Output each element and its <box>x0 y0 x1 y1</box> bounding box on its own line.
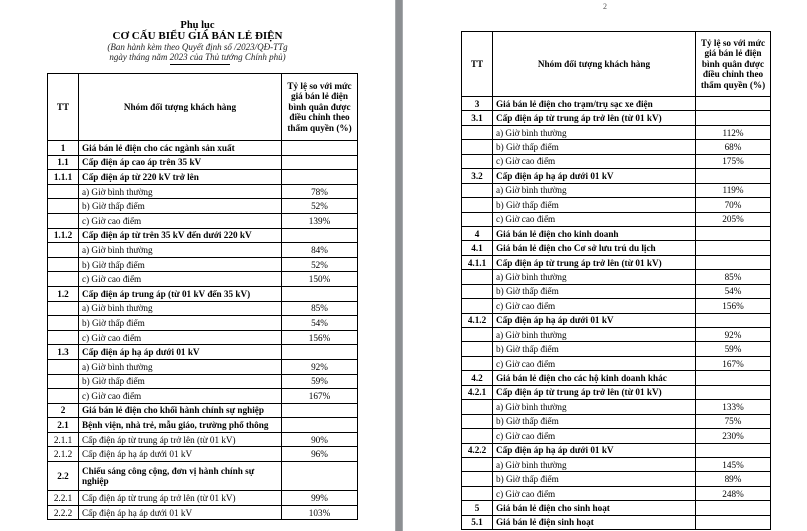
table-row <box>462 198 771 212</box>
row-tt: 4 <box>462 226 493 240</box>
row-tt: 4.1 <box>462 241 493 255</box>
row-ratio-value <box>282 286 358 301</box>
row-ratio-value: 68% <box>696 140 771 154</box>
row-customer-group: Cấp điện áp từ trung áp trở lên (từ 01 kV) <box>493 255 696 269</box>
row-tt: 4.2.1 <box>462 385 493 399</box>
row-customer-group: a) Giờ bình thường <box>493 183 696 197</box>
table-row <box>462 443 771 457</box>
row-tt: 3 <box>462 97 493 111</box>
table-row <box>462 140 771 154</box>
row-ratio-value: 92% <box>282 359 358 374</box>
row-tt <box>462 183 493 197</box>
table-row <box>462 313 771 327</box>
row-customer-group: Cấp điện áp hạ áp dưới 01 kV <box>79 447 282 462</box>
row-ratio-value: 75% <box>696 414 771 428</box>
row-tt <box>48 184 79 199</box>
table-row <box>462 457 771 471</box>
row-ratio-value <box>696 255 771 269</box>
table-row <box>462 111 771 125</box>
row-customer-group: Cấp điện áp hạ áp dưới 01 kV <box>79 345 282 360</box>
table-row <box>48 359 358 374</box>
row-ratio-value <box>696 515 771 529</box>
row-customer-group: Bệnh viện, nhà trẻ, mẫu giáo, trường phổ thông <box>79 418 282 433</box>
row-customer-group: Cấp điện áp từ trung áp trở lên (từ 01 kV) <box>493 385 696 399</box>
row-customer-group: c) Giờ cao điểm <box>79 213 282 228</box>
row-customer-group: Giá bán lẻ điện cho Cơ sở lưu trú du lịch <box>493 241 696 255</box>
row-tt <box>462 472 493 486</box>
row-tt <box>462 342 493 356</box>
row-tt: 3.1 <box>462 111 493 125</box>
row-customer-group: b) Giờ thấp điểm <box>493 414 696 428</box>
row-customer-group: c) Giờ cao điểm <box>493 429 696 443</box>
row-customer-group: c) Giờ cao điểm <box>79 389 282 404</box>
row-tt <box>48 199 79 214</box>
row-ratio-value <box>696 385 771 399</box>
row-tt: 2.2 <box>48 462 79 491</box>
table-row <box>48 243 358 258</box>
row-ratio-value: 59% <box>282 374 358 389</box>
row-customer-group: Giá bán lẻ điện cho khối hành chính sự nghiệp <box>79 403 282 418</box>
row-customer-group: Cấp điện áp cao áp trên 35 kV <box>79 155 282 170</box>
header-ratio: Tỷ lệ so với mức giá bán lẻ điện bình quân được điều chỉnh theo thẩm quyền (%) <box>282 74 358 141</box>
row-tt: 1.1.1 <box>48 170 79 185</box>
row-ratio-value: 205% <box>696 212 771 226</box>
table-row <box>48 418 358 433</box>
row-tt <box>48 359 79 374</box>
row-tt: 4.2.2 <box>462 443 493 457</box>
row-tt <box>462 154 493 168</box>
row-tt: 2.2.2 <box>48 505 79 520</box>
table-row <box>462 501 771 515</box>
table-row <box>462 241 771 255</box>
table-row <box>462 356 771 370</box>
row-ratio-value <box>696 226 771 240</box>
row-tt: 1 <box>48 141 79 156</box>
row-ratio-value <box>282 418 358 433</box>
row-customer-group: b) Giờ thấp điểm <box>493 284 696 298</box>
row-customer-group: Cấp điện áp từ 220 kV trở lên <box>79 170 282 185</box>
row-tt <box>462 125 493 139</box>
row-tt <box>462 284 493 298</box>
row-ratio-value: 52% <box>282 199 358 214</box>
row-tt <box>462 270 493 284</box>
row-tt: 1.1.2 <box>48 228 79 243</box>
tariff-table-page-2 <box>461 31 771 530</box>
row-customer-group: Giá bán lẻ điện cho trạm/trụ sạc xe điện <box>493 97 696 111</box>
table-row <box>462 270 771 284</box>
row-customer-group: Cấp điện áp từ trên 35 kV đến dưới 220 kV <box>79 228 282 243</box>
row-tt <box>48 243 79 258</box>
row-tt <box>48 213 79 228</box>
row-customer-group: Chiếu sáng công cộng, đơn vị hành chính sự nghiệp <box>79 462 282 491</box>
row-tt <box>48 374 79 389</box>
table-row <box>462 212 771 226</box>
table-row <box>462 414 771 428</box>
row-tt <box>48 257 79 272</box>
table-row <box>48 272 358 287</box>
tariff-table-page-1 <box>47 73 358 520</box>
row-customer-group: a) Giờ bình thường <box>493 457 696 471</box>
table-row <box>462 255 771 269</box>
row-customer-group: c) Giờ cao điểm <box>493 212 696 226</box>
row-tt <box>462 400 493 414</box>
row-ratio-value: 103% <box>282 505 358 520</box>
row-tt: 4.1.1 <box>462 255 493 269</box>
page-number: 2 <box>603 2 607 11</box>
table-row <box>48 447 358 462</box>
row-tt <box>462 486 493 500</box>
row-tt: 2.1.1 <box>48 432 79 447</box>
row-ratio-value <box>696 97 771 111</box>
table-row <box>48 257 358 272</box>
row-ratio-value: 156% <box>696 299 771 313</box>
row-ratio-value: 70% <box>696 198 771 212</box>
row-customer-group: Cấp điện áp từ trung áp trở lên (từ 01 kV) <box>493 111 696 125</box>
row-customer-group: Giá bán lẻ điện cho sinh hoạt <box>493 501 696 515</box>
row-ratio-value: 167% <box>696 356 771 370</box>
table-row <box>48 213 358 228</box>
row-ratio-value: 90% <box>282 432 358 447</box>
table-row <box>462 371 771 385</box>
header-tt: TT <box>462 32 493 97</box>
row-ratio-value <box>282 345 358 360</box>
row-tt <box>462 328 493 342</box>
table-row <box>48 199 358 214</box>
row-customer-group: c) Giờ cao điểm <box>79 272 282 287</box>
table-row <box>462 169 771 183</box>
row-tt <box>462 429 493 443</box>
row-ratio-value <box>696 313 771 327</box>
row-tt: 2.1 <box>48 418 79 433</box>
row-tt <box>462 212 493 226</box>
row-customer-group: a) Giờ bình thường <box>493 328 696 342</box>
row-ratio-value: 54% <box>696 284 771 298</box>
row-customer-group: b) Giờ thấp điểm <box>493 140 696 154</box>
table-row <box>462 472 771 486</box>
row-customer-group: a) Giờ bình thường <box>79 243 282 258</box>
row-customer-group: c) Giờ cao điểm <box>493 356 696 370</box>
row-customer-group: Giá bán lẻ điện cho các ngành sản xuất <box>79 141 282 156</box>
title-underline <box>170 64 230 65</box>
row-tt: 1.2 <box>48 286 79 301</box>
table-row <box>48 184 358 199</box>
row-tt: 1.1 <box>48 155 79 170</box>
table-row <box>48 432 358 447</box>
row-ratio-value: 133% <box>696 400 771 414</box>
table-row <box>48 330 358 345</box>
row-customer-group: b) Giờ thấp điểm <box>79 199 282 214</box>
row-tt <box>462 356 493 370</box>
row-ratio-value: 139% <box>282 213 358 228</box>
row-ratio-value: 99% <box>282 491 358 506</box>
row-ratio-value <box>696 241 771 255</box>
table-row <box>48 462 358 491</box>
row-ratio-value: 84% <box>282 243 358 258</box>
row-ratio-value: 230% <box>696 429 771 443</box>
table-row <box>462 299 771 313</box>
row-tt <box>462 299 493 313</box>
header-ratio: Tỷ lệ so với mức giá bán lẻ điện bình quân được điều chỉnh theo thẩm quyền (%) <box>696 32 771 97</box>
row-customer-group: a) Giờ bình thường <box>79 301 282 316</box>
row-ratio-value: 150% <box>282 272 358 287</box>
row-ratio-value <box>696 443 771 457</box>
row-customer-group: c) Giờ cao điểm <box>79 330 282 345</box>
row-tt: 5.1 <box>462 515 493 529</box>
table-row <box>462 125 771 139</box>
row-customer-group: c) Giờ cao điểm <box>493 299 696 313</box>
row-customer-group: b) Giờ thấp điểm <box>79 316 282 331</box>
document-subtitle-line1: (Ban hành kèm theo Quyết định số /2023/QĐ-TTg <box>107 42 288 52</box>
row-tt <box>48 330 79 345</box>
row-customer-group: a) Giờ bình thường <box>493 125 696 139</box>
row-tt <box>48 301 79 316</box>
row-ratio-value <box>282 462 358 491</box>
table-row <box>48 345 358 360</box>
row-customer-group: Giá bán lẻ điện cho kinh doanh <box>493 226 696 240</box>
row-customer-group: a) Giờ bình thường <box>79 184 282 199</box>
table-row <box>48 403 358 418</box>
table-row <box>48 141 358 156</box>
row-customer-group: Cấp điện áp hạ áp dưới 01 kV <box>493 443 696 457</box>
row-customer-group: Giá bán lẻ điện cho các hộ kinh doanh khác <box>493 371 696 385</box>
row-ratio-value <box>696 501 771 515</box>
table-row <box>462 226 771 240</box>
row-tt <box>48 316 79 331</box>
row-tt <box>48 272 79 287</box>
row-tt: 4.2 <box>462 371 493 385</box>
row-ratio-value: 145% <box>696 457 771 471</box>
table-row <box>48 301 358 316</box>
table-row <box>462 154 771 168</box>
header-customer-group: Nhóm đối tượng khách hàng <box>79 74 282 141</box>
row-customer-group: Cấp điện áp trung áp (từ 01 kV đến 35 kV) <box>79 286 282 301</box>
table-row <box>462 429 771 443</box>
header-customer-group: Nhóm đối tượng khách hàng <box>493 32 696 97</box>
header-tt: TT <box>48 74 79 141</box>
table-row <box>48 491 358 506</box>
row-ratio-value: 112% <box>696 125 771 139</box>
row-ratio-value <box>696 371 771 385</box>
table-row <box>48 374 358 389</box>
row-ratio-value: 78% <box>282 184 358 199</box>
row-ratio-value: 85% <box>282 301 358 316</box>
row-customer-group: Cấp điện áp hạ áp dưới 01 kV <box>79 505 282 520</box>
table-header-row <box>462 32 771 97</box>
row-customer-group: a) Giờ bình thường <box>79 359 282 374</box>
row-tt: 2 <box>48 403 79 418</box>
row-customer-group: b) Giờ thấp điểm <box>79 257 282 272</box>
row-tt <box>462 457 493 471</box>
row-ratio-value: 248% <box>696 486 771 500</box>
row-ratio-value: 119% <box>696 183 771 197</box>
table-row <box>48 286 358 301</box>
table-header-row <box>48 74 358 141</box>
table-row <box>462 97 771 111</box>
table-row <box>48 170 358 185</box>
row-ratio-value <box>282 228 358 243</box>
row-tt: 4.1.2 <box>462 313 493 327</box>
row-ratio-value: 175% <box>696 154 771 168</box>
row-customer-group: Giá bán lẻ điện sinh hoạt <box>493 515 696 529</box>
row-tt <box>462 198 493 212</box>
table-row <box>48 228 358 243</box>
row-ratio-value: 54% <box>282 316 358 331</box>
appendix-label: Phụ lục <box>180 20 215 31</box>
table-row <box>462 328 771 342</box>
row-customer-group: b) Giờ thấp điểm <box>493 472 696 486</box>
row-tt <box>462 414 493 428</box>
row-ratio-value: 167% <box>282 389 358 404</box>
table-row <box>48 505 358 520</box>
document-subtitle-line2: ngày tháng năm 2023 của Thủ tướng Chính phủ) <box>109 52 286 62</box>
row-customer-group: Cấp điện áp hạ áp dưới 01 kV <box>493 313 696 327</box>
row-tt: 3.2 <box>462 169 493 183</box>
table-row <box>462 183 771 197</box>
row-tt <box>462 140 493 154</box>
row-customer-group: b) Giờ thấp điểm <box>79 374 282 389</box>
table-row <box>462 515 771 529</box>
row-tt: 2.1.2 <box>48 447 79 462</box>
row-ratio-value <box>282 170 358 185</box>
row-ratio-value <box>282 403 358 418</box>
row-customer-group: a) Giờ bình thường <box>493 400 696 414</box>
page-separator <box>395 0 403 531</box>
row-ratio-value: 156% <box>282 330 358 345</box>
row-customer-group: c) Giờ cao điểm <box>493 154 696 168</box>
row-ratio-value: 96% <box>282 447 358 462</box>
row-customer-group: Cấp điện áp từ trung áp trở lên (từ 01 kV) <box>79 491 282 506</box>
row-ratio-value <box>696 169 771 183</box>
row-ratio-value: 85% <box>696 270 771 284</box>
row-ratio-value: 92% <box>696 328 771 342</box>
table-row <box>48 155 358 170</box>
row-ratio-value: 89% <box>696 472 771 486</box>
table-row <box>462 342 771 356</box>
table-row <box>462 385 771 399</box>
table-row <box>462 284 771 298</box>
table-row <box>48 389 358 404</box>
row-tt: 2.2.1 <box>48 491 79 506</box>
document-page-1 <box>0 0 395 531</box>
table-row <box>462 400 771 414</box>
row-tt <box>48 389 79 404</box>
row-customer-group: Cấp điện áp từ trung áp trở lên (từ 01 kV) <box>79 432 282 447</box>
document-title: CƠ CẤU BIỂU GIÁ BÁN LẺ ĐIỆN <box>112 30 283 42</box>
row-ratio-value <box>282 141 358 156</box>
document-page-2 <box>403 0 807 531</box>
row-ratio-value: 59% <box>696 342 771 356</box>
row-tt: 5 <box>462 501 493 515</box>
row-customer-group: b) Giờ thấp điểm <box>493 198 696 212</box>
row-tt: 1.3 <box>48 345 79 360</box>
row-customer-group: Cấp điện áp hạ áp dưới 01 kV <box>493 169 696 183</box>
table-row <box>462 486 771 500</box>
row-customer-group: a) Giờ bình thường <box>493 270 696 284</box>
row-customer-group: b) Giờ thấp điểm <box>493 342 696 356</box>
row-ratio-value: 52% <box>282 257 358 272</box>
row-ratio-value <box>282 155 358 170</box>
row-customer-group: c) Giờ cao điểm <box>493 486 696 500</box>
table-row <box>48 316 358 331</box>
row-ratio-value <box>696 111 771 125</box>
